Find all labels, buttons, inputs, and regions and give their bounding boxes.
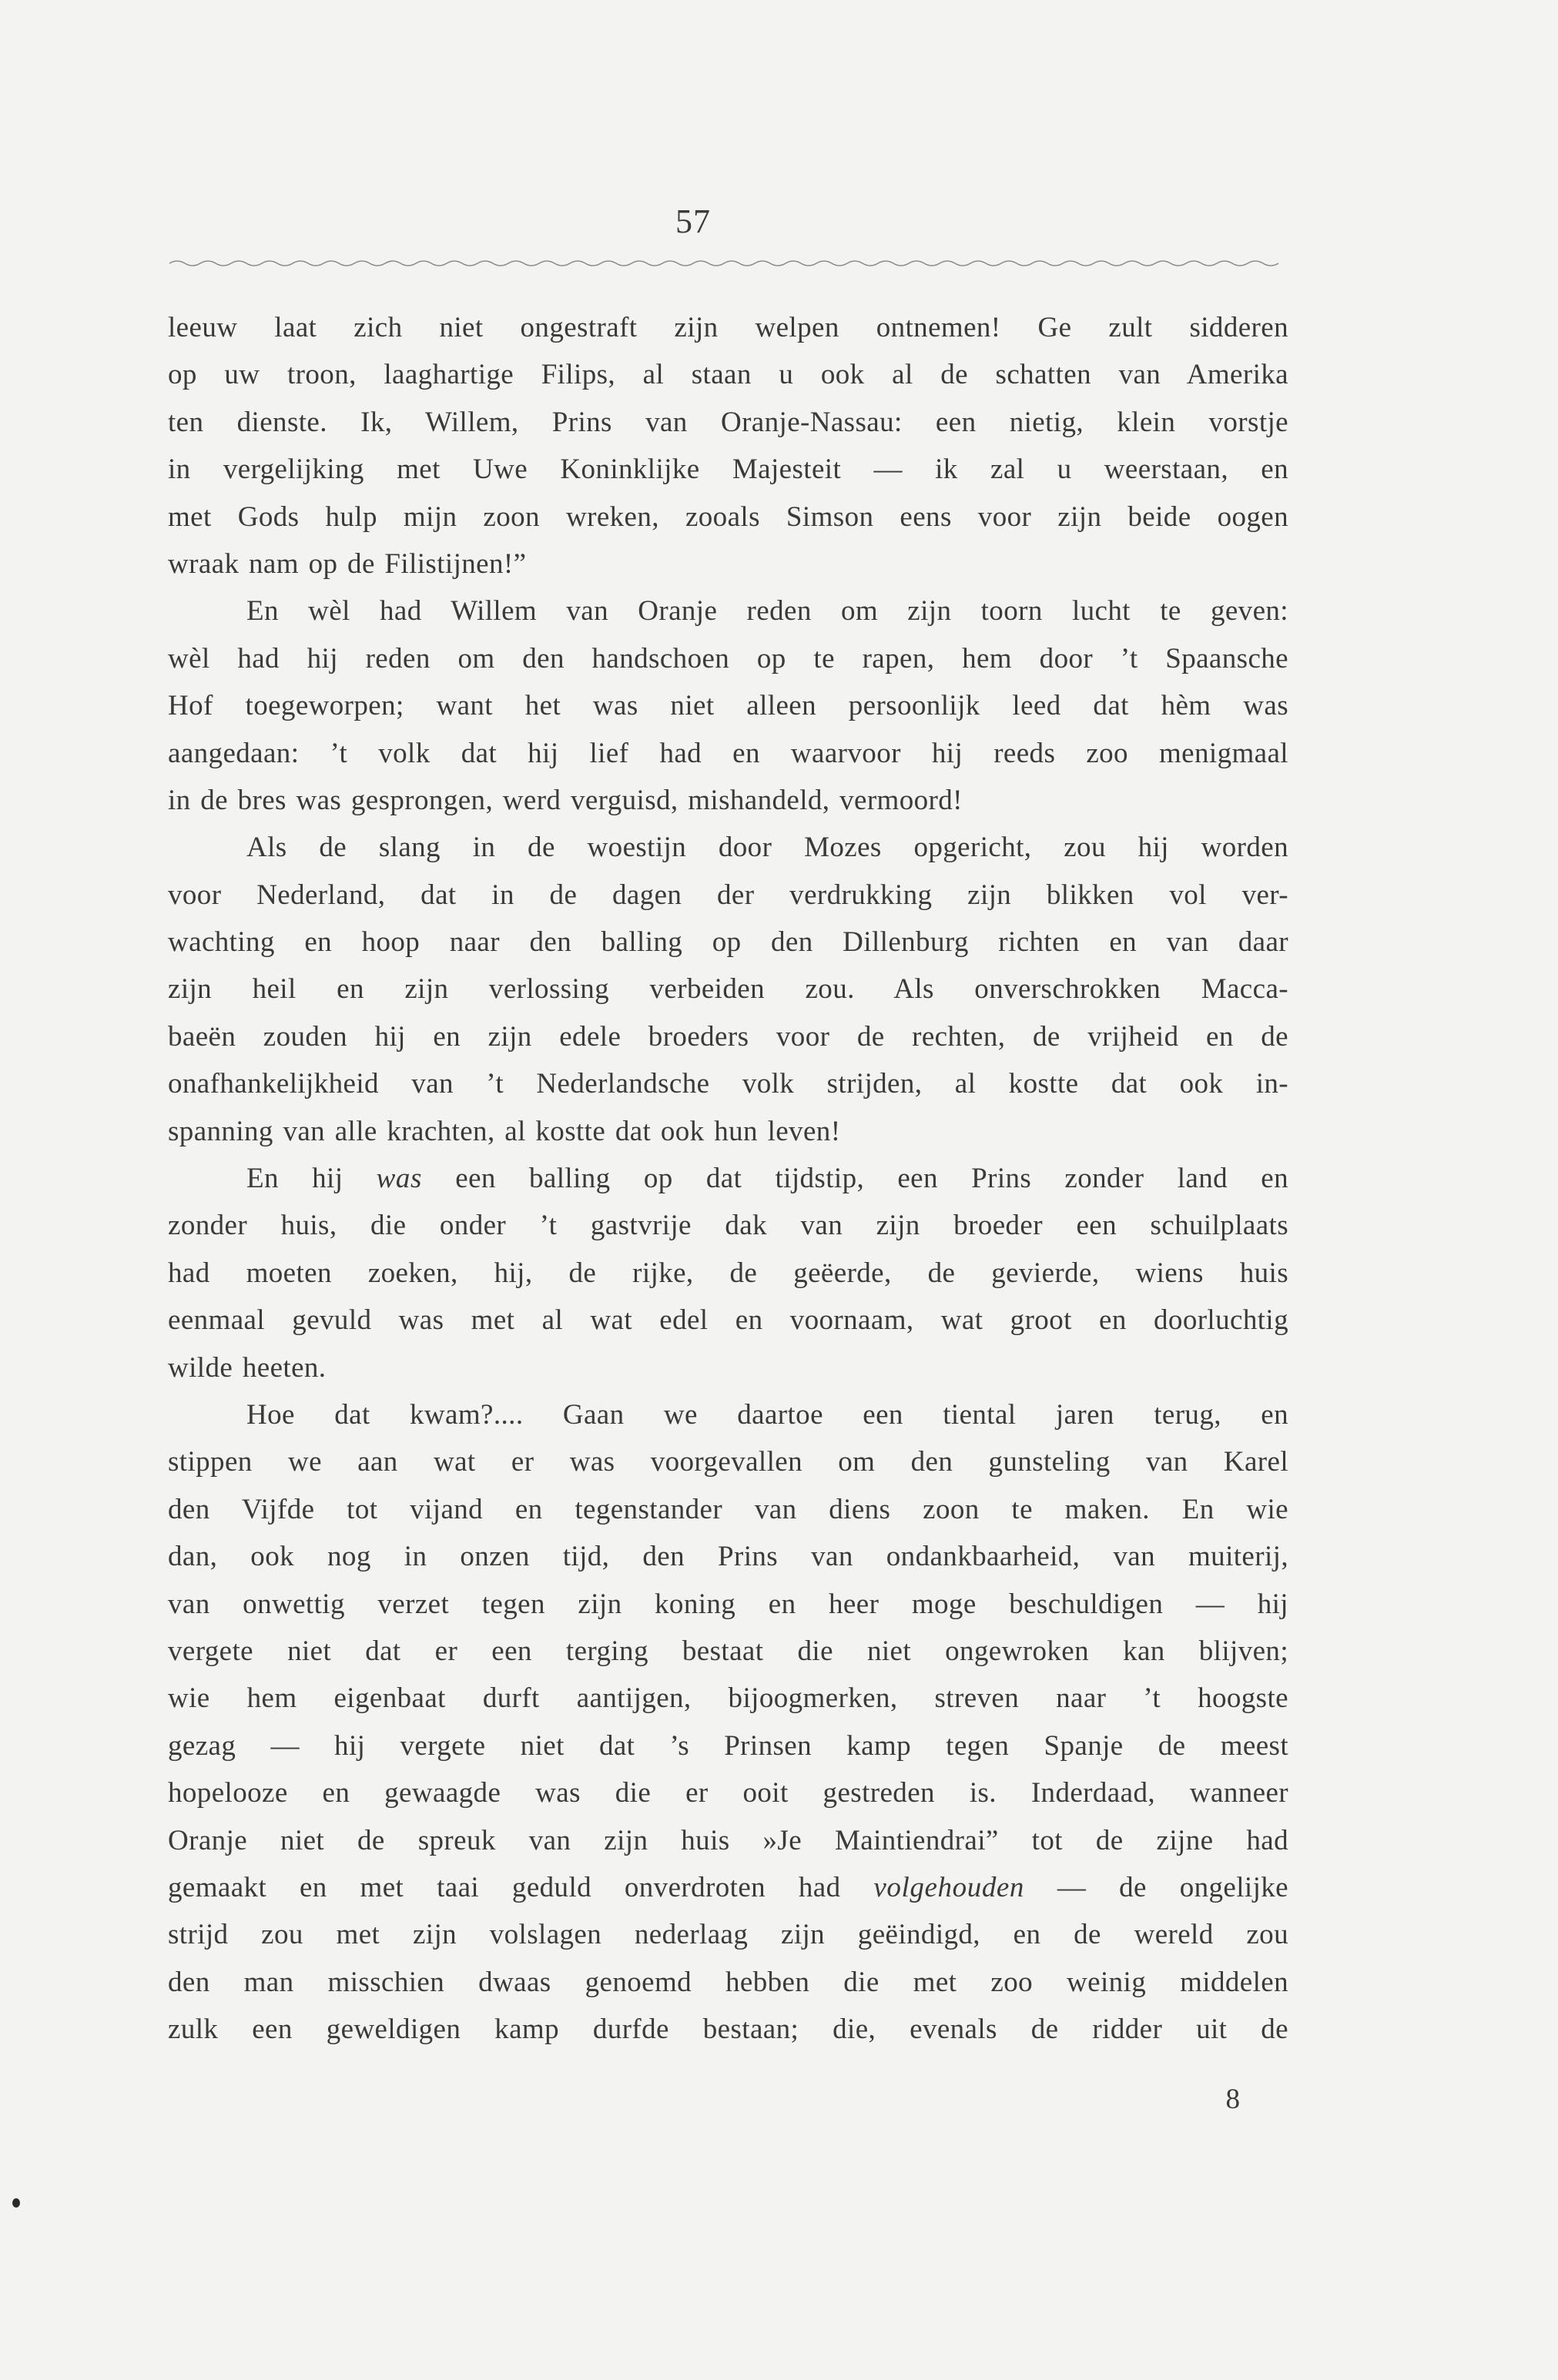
text-line: wraak nam op de Filistijnen!” <box>168 547 527 580</box>
text-line: zulk een geweldigen kamp durfde bestaan; die, evenals de ridder uit de <box>168 2013 1288 2046</box>
text-line: aangedaan: ’t volk dat hij lief had en waarvoor hij reeds zoo menigmaal <box>168 737 1288 769</box>
text-line: wachting en hoop naar den balling op den Dillenburg richten en van daar <box>168 926 1288 959</box>
text-line: van onwettig verzet tegen zijn koning en heer moge beschuldigen — hij <box>168 1588 1288 1620</box>
text-line: strijd zou met zijn volslagen nederlaag zijn geëindigd, en de wereld zou <box>168 1919 1288 1951</box>
text-line <box>168 1864 1288 1911</box>
page-number: 57 <box>675 203 711 240</box>
text-line: zijn heil en zijn verlossing verbeiden zou. Als onverschrokken Macca- <box>168 973 1288 1006</box>
text-line: Hof toegeworpen; want het was niet alleen persoonlijk leed dat hèm was <box>168 690 1288 722</box>
text-line: En wèl had Willem van Oranje reden om zijn toorn lucht te geven: <box>246 595 1288 628</box>
text-segment: — de ongelijke <box>1057 1871 1289 1903</box>
text-line: hopelooze en gewaagde was die er ooit gestreden is. Inderdaad, wanneer <box>168 1777 1288 1809</box>
text-line: Als de slang in de woestijn door Mozes opgericht, zou hij worden <box>246 832 1288 864</box>
text-segment: gemaakt en met taai geduld onverdroten had <box>168 1871 841 1903</box>
text-line: zonder huis, die onder ’t gastvrije dak van zijn broeder een schuilplaats <box>168 1210 1288 1242</box>
text-line: wèl had hij reden om den handschoen op te rapen, hem door ’t Spaansche <box>168 642 1288 675</box>
text-line: wie hem eigenbaat durft aantijgen, bijoogmerken, streven naar ’t hoogste <box>168 1682 1288 1715</box>
text-segment: een balling op dat tijdstip, een Prins zonder land en <box>455 1163 1288 1195</box>
text-line: spanning van alle krachten, al kostte dat ook hun leven! <box>168 1115 841 1147</box>
text-line: op uw troon, laaghartige Filips, al staan u ook al de schatten van Amerika <box>168 359 1288 391</box>
text-line <box>168 1155 1288 1202</box>
text-line: in de bres was gesprongen, werd verguisd, mishandeld, vermoord! <box>168 784 963 816</box>
text-line: eenmaal gevuld was met al wat edel en voornaam, wat groot en doorluchtig <box>168 1304 1288 1337</box>
text-line: dan, ook nog in onzen tijd, den Prins van ondankbaarheid, van muiterij, <box>168 1541 1288 1573</box>
text-line: in vergelijking met Uwe Koninklijke Majesteit — ik zal u weerstaan, en <box>168 454 1288 486</box>
signature-mark: 8 <box>1225 2084 1240 2115</box>
text-line: wilde heeten. <box>168 1351 327 1384</box>
text-line: met Gods hulp mijn zoon wreken, zooals Simson eens voor zijn beide oogen <box>168 500 1288 533</box>
text-line: baeën zouden hij en zijn edele broeders voor de rechten, de vrijheid en de <box>168 1020 1288 1053</box>
ink-speck <box>12 2198 20 2208</box>
body-text <box>168 304 1288 2053</box>
text-segment: En hij <box>246 1163 343 1195</box>
text-line: voor Nederland, dat in de dagen der verdrukking zijn blikken vol ver- <box>168 879 1288 911</box>
text-line: den man misschien dwaas genoemd hebben die met zoo weinig middelen <box>168 1966 1288 1998</box>
text-line: onafhankelijkheid van ’t Nederlandsche volk strijden, al kostte dat ook in- <box>168 1068 1288 1100</box>
italic-text: was <box>376 1163 423 1195</box>
text-line: ten dienste. Ik, Willem, Prins van Oranje-Nassau: een nietig, klein vorstje <box>168 406 1288 438</box>
italic-text: volgehouden <box>873 1871 1025 1903</box>
text-line: Hoe dat kwam?.... Gaan we daartoe een tiental jaren terug, en <box>246 1398 1288 1431</box>
text-line: had moeten zoeken, hij, de rijke, de geëerde, de gevierde, wiens huis <box>168 1257 1288 1289</box>
text-line: Oranje niet de spreuk van zijn huis »Je Maintiendrai” tot de zijne had <box>168 1824 1288 1856</box>
text-line: leeuw laat zich niet ongestraft zijn welpen ontnemen! Ge zult sidderen <box>168 312 1288 343</box>
text-line: den Vijfde tot vijand en tegenstander van diens zoon te maken. En wie <box>168 1493 1288 1525</box>
text-line: stippen we aan wat er was voorgevallen om den gunsteling van Karel <box>168 1446 1288 1478</box>
text-line: vergete niet dat er een terging bestaat die niet ongewroken kan blijven; <box>168 1635 1288 1667</box>
text-line: gezag — hij vergete niet dat ’s Prinsen kamp tegen Spanje de meest <box>168 1729 1288 1762</box>
ornamental-rule <box>169 257 1286 269</box>
